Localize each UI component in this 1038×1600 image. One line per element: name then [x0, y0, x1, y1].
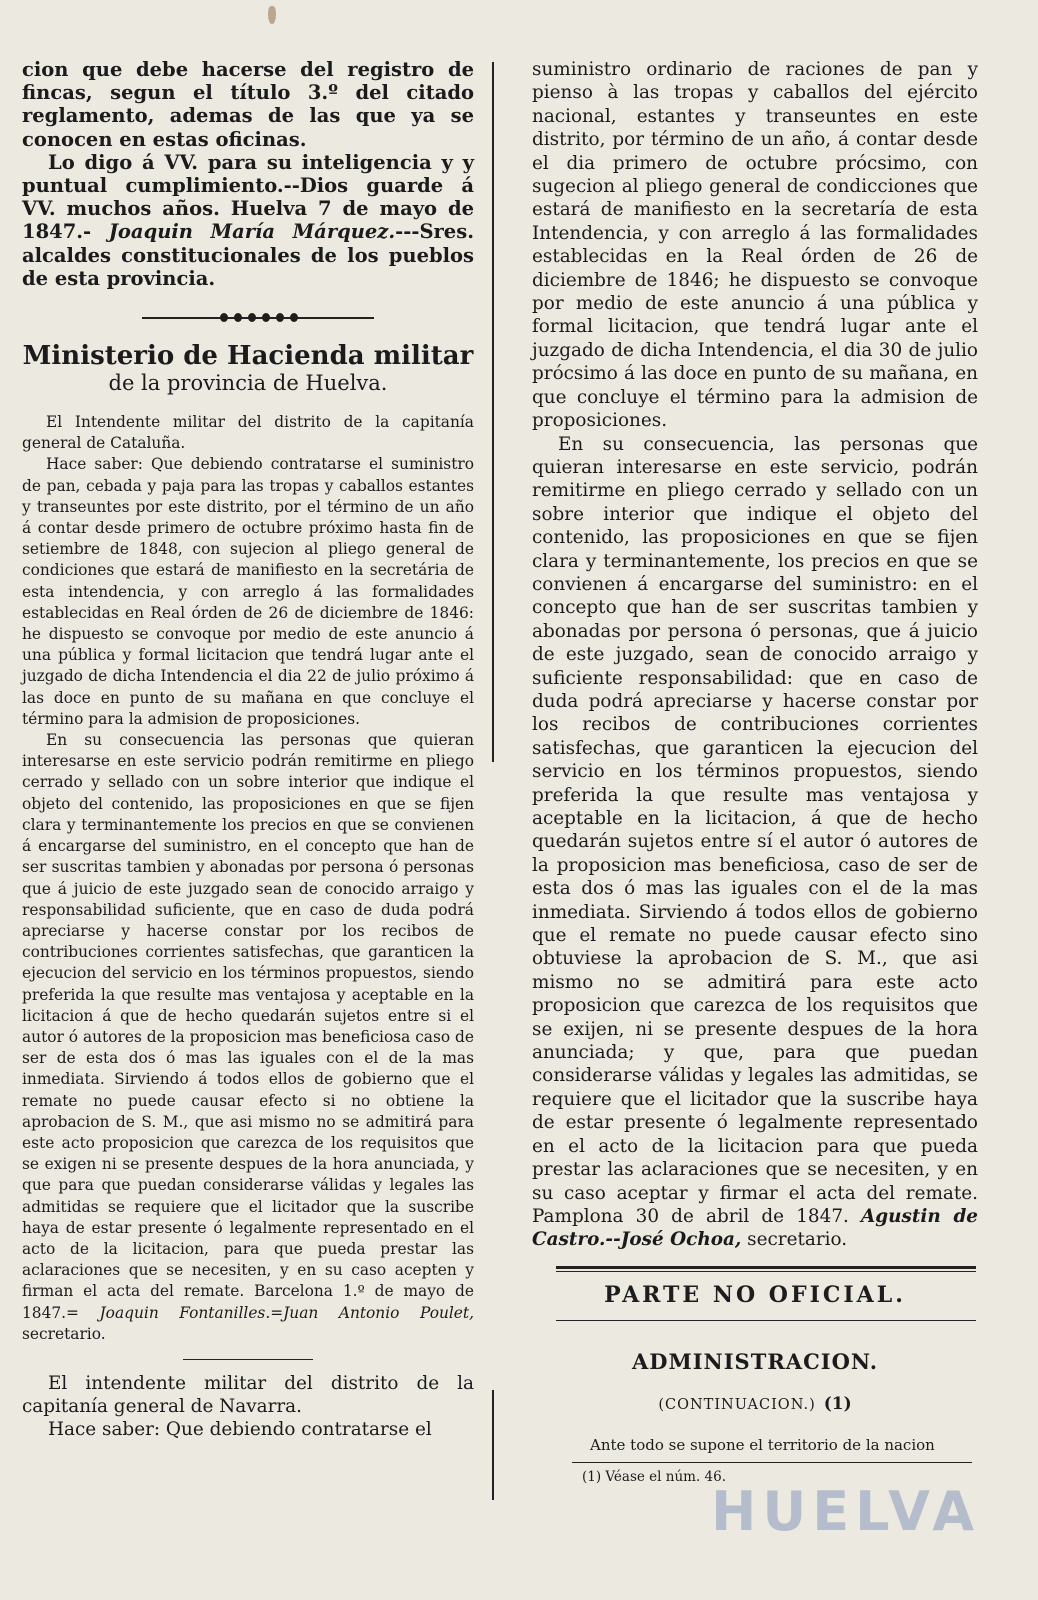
signature-castro: Agustin de Castro.--José Ochoa, — [532, 1205, 978, 1251]
footnote-rule — [572, 1462, 972, 1463]
double-rule — [556, 1266, 976, 1272]
notice-navarra — [22, 1372, 474, 1441]
continuation-label: (CONTINUACION.) (1) — [658, 1393, 852, 1414]
section-banner: PARTE NO OFICIAL. — [604, 1281, 906, 1308]
notice-cataluna-title: El Intendente militar del distrito de la capitanía general de Cataluña. — [22, 413, 474, 453]
ornament-divider — [142, 313, 374, 323]
lead-p2: Lo digo á VV. para su inteligencia y y puntual cumplimiento.--Dios guarde á VV. muchos años. Huelva 7 de mayo de 1847.- Joaquin María Márquez.---Sres. alcaldes constitucionales de los pueblos de esta provincia. — [22, 150, 474, 290]
notice-cataluna-p1: Hace saber: Que debiendo contratarse el suministro de pan, cebada y paja para las tropas y caballos estantes y transeuntes por este distrito, por el término de un año á contar desde primero de octubre próximo hasta fin de setiembre de 1848, con sujecion al pliego general de condiciones que estará de manifiesto en la secretária de esta intendencia, y con arreglo á las formalidades establecidas en Real órden de 26 de diciembre de 1846: he dispuesto se convoque por medio de este anuncio á una pública y formal licitacion que tendrá lugar ante el juzgado de dicha Intendencia el dia 22 de julio próximo á las doce en punto de su mañana en que concluye el término para la admision de proposiciones. — [22, 455, 474, 728]
banner-rule — [556, 1320, 976, 1321]
column-rule — [492, 62, 494, 762]
column-rule-lower — [492, 1390, 494, 1500]
footnote: (1) Véase el núm. 46. — [582, 1468, 727, 1485]
signature-marquez: Joaquin María Márquez. — [108, 220, 396, 244]
lead-p1: cion que debe hacerse del registro de fincas, segun el título 3.º del citado reglamento, ademas de las que ya se conocen en estas oficinas. — [22, 58, 474, 151]
notice-navarra-p1: Hace saber: Que debiendo contratarse el — [48, 1418, 432, 1440]
signature-fontanilles: Joaquin Fontanilles.=Juan Antonio Poulet, — [99, 1303, 474, 1322]
section-subheading: de la provincia de Huelva. — [108, 371, 388, 396]
lead-paragraphs — [22, 58, 474, 290]
administration-first-line: Ante todo se supone el territorio de la nacion — [590, 1435, 935, 1454]
notice-cataluna-p2: En su consecuencia las personas que quieran interesarse en este servicio podrán remitirme en pliego cerrado y sellado con un sobre interior que indique el objeto del contenido, las proposiciones en que se fijen clara y terminantemente los precios en que se convienen á encargarse del suministro, en el concepto que han de ser suscritas tambien y abonadas por persona ó personas que á juicio de este juzgado sean de conocido arraigo y responsabilidad suficiente, que en caso de duda podrá apreciarse y hacerse constar por los recibos de contribuciones corrientes satisfechas, que garanticen la ejecucion del servicio en los términos propuestos, siendo preferida la que resulte mas ventajosa y aceptable en la licitacion á que de hecho quedarán sujetos entre si el autor ó autores de la proposicion mas beneficiosa caso de ser de esta dos ó mas las iguales con el de la mas inmediata. Sirviendo á todos ellos de gobierno que el remate no puede causar efecto si no obtiene la aprobacion de S. M., que asi mismo no se admitirá para este acto proposicion que carezca de los requisitos que se exigen ni se presente despues de la hora anunciada, y que para que puedan considerarse válidas y legales las admitidas se requiere que el licitador que la suscribe haya de estar presente ó legalmente representado en el acto de la licitacion, para que pueda prestar las aclaraciones que se necesiten, y en su caso acepten y firman el acta del remate. Barcelona 1.º de mayo de 1847.= Joaquin Fontanilles.=Juan Antonio Poulet, secretario. — [22, 731, 475, 1343]
notice-navarra-title: El intendente militar del distrito de la capitanía general de Navarra. — [22, 1372, 474, 1417]
notice-navarra-continued — [532, 58, 978, 1252]
right-column — [532, 58, 978, 1485]
footnote-ref: (1) — [823, 1393, 852, 1414]
notice-cataluna — [22, 412, 474, 1345]
ink-mark — [268, 6, 276, 24]
section-heading: Ministerio de Hacienda militar — [22, 341, 474, 372]
short-divider — [183, 1359, 313, 1360]
left-column — [22, 58, 474, 1441]
administration-heading: ADMINISTRACION. — [631, 1348, 879, 1374]
right-p2: En su consecuencia, las personas que quieran interesarse en este servicio, podrán remitirme en pliego cerrado y sellado con un sobre interior que indique el objeto del contenido, las proposiciones en que se fijen clara y terminantemente, los precios en que se convienen á encargarse del suministro: en el concepto que han de ser suscritas tambien y abonadas por persona ó personas, que á juicio de este juzgado, sean de conocido arraigo y suficiente responsabilidad: que en caso de duda podrá apreciarse y hacerse constar por los recibos de contribuciones corrientes satisfechas, que garanticen la ejecucion del servicio en los términos propuestos, siendo preferida la que resulte mas ventajosa y aceptable en la licitacion, á que de hecho quedarán sujetos entre sí el autor ó autores de la proposicion mas beneficiosa, caso de ser de esta dos ó mas las iguales con el de la mas inmediata. Sirviendo á todos ellos de gobierno que el remate no puede causar efecto sino obtuviese la aprobacion de S. M., que asi mismo no se admitirá para este acto proposicion que carezca de los requisitos que se exijen, ni se presente despues de la hora anunciada; y que, para que puedan considerarse válidas y legales las admitidas, se requiere que el licitador que la suscribe haya de estar presente ó legalmente representado en el acto de la licitacion para que pueda prestar las aclaraciones que se necesiten, y en su caso aceptar y firmar el acta del remate. Pamplona 30 de abril de 1847. Agustin de Castro.--José Ochoa, secretario. — [532, 433, 978, 1251]
archive-watermark: HUELVA — [711, 1480, 980, 1543]
right-p1: suministro ordinario de raciones de pan y pienso à las tropas y caballos del ejército nacional, estantes y transeuntes en este distrito, por término de un año, á contar desde el dia primero de octubre prócsimo, con sugecion al pliego general de condicciones que estará de manifiesto en la secretaría de esta Intendencia, y con arreglo á las formalidades establecidas en la Real órden de 26 de diciembre de 1846; he dispuesto se convoque por medio de este anuncio á una pública y formal licitacion, que tendrá lugar ante el juzgado de dicha Intendencia, el dia 30 de julio prócsimo á las doce en punto de su mañana, en que concluye el término para la admision de proposiciones. — [532, 59, 978, 432]
